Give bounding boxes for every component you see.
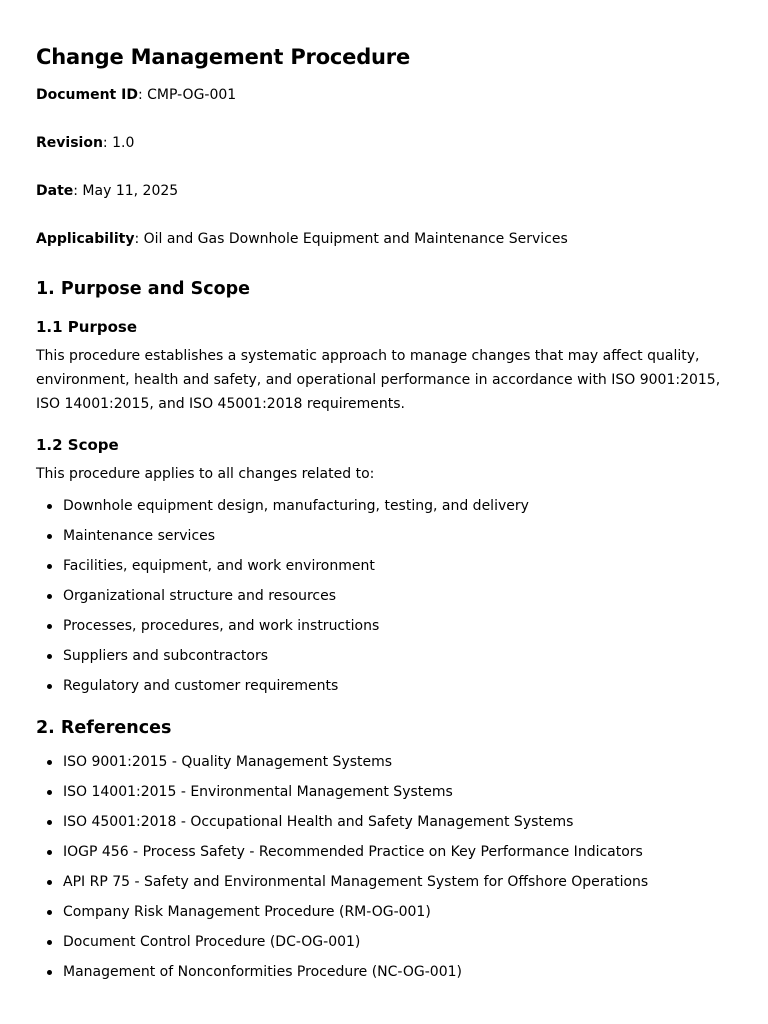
meta-document-id xyxy=(36,85,732,105)
meta-label: Revision xyxy=(36,135,103,151)
list-item: Processes, procedures, and work instructions xyxy=(36,616,732,636)
meta-value: : May 11, 2025 xyxy=(73,183,179,199)
list-item: Regulatory and customer requirements xyxy=(36,676,732,696)
meta-applicability xyxy=(36,229,732,249)
list-item: Organizational structure and resources xyxy=(36,586,732,606)
scope-list xyxy=(36,496,732,696)
meta-label: Document ID xyxy=(36,87,138,103)
purpose-text: This procedure establishes a systematic approach to manage changes that may affect quality, environment, health and safety, and operational performance in accordance with ISO 9001:2015, ISO 14001:2015, and ISO 45001:2018 requirements. xyxy=(36,348,721,412)
meta-revision xyxy=(36,133,732,153)
list-item: Management of Nonconformities Procedure (NC-OG-001) xyxy=(36,962,732,982)
meta-value: : CMP-OG-001 xyxy=(137,87,237,103)
meta-label: Date xyxy=(36,183,74,199)
scope-intro: This procedure applies to all changes related to: xyxy=(36,466,375,482)
list-item: ISO 45001:2018 - Occupational Health and Safety Management Systems xyxy=(36,812,732,832)
section-heading-references: 2. References xyxy=(36,718,172,738)
list-item: Maintenance services xyxy=(36,526,732,546)
list-item: ISO 14001:2015 - Environmental Management Systems xyxy=(36,782,732,802)
document-title: Change Management Procedure xyxy=(36,45,411,69)
list-item: Facilities, equipment, and work environment xyxy=(36,556,732,576)
meta-value: : Oil and Gas Downhole Equipment and Maintenance Services xyxy=(134,231,568,247)
list-item: Document Control Procedure (DC-OG-001) xyxy=(36,932,732,952)
meta-date xyxy=(36,181,732,201)
references-list xyxy=(36,752,732,982)
list-item: ISO 9001:2015 - Quality Management Systems xyxy=(36,752,732,772)
list-item: IOGP 456 - Process Safety - Recommended Practice on Key Performance Indicators xyxy=(36,842,732,862)
section-heading-purpose-scope: 1. Purpose and Scope xyxy=(36,279,251,299)
list-item: Downhole equipment design, manufacturing, testing, and delivery xyxy=(36,496,732,516)
list-item: Company Risk Management Procedure (RM-OG-001) xyxy=(36,902,732,922)
subsection-heading-scope: 1.2 Scope xyxy=(36,436,119,454)
meta-value: : 1.0 xyxy=(102,135,135,151)
meta-label: Applicability xyxy=(36,231,135,247)
list-item: Suppliers and subcontractors xyxy=(36,646,732,666)
subsection-heading-purpose: 1.1 Purpose xyxy=(36,318,138,336)
list-item: API RP 75 - Safety and Environmental Management System for Offshore Operations xyxy=(36,872,732,892)
